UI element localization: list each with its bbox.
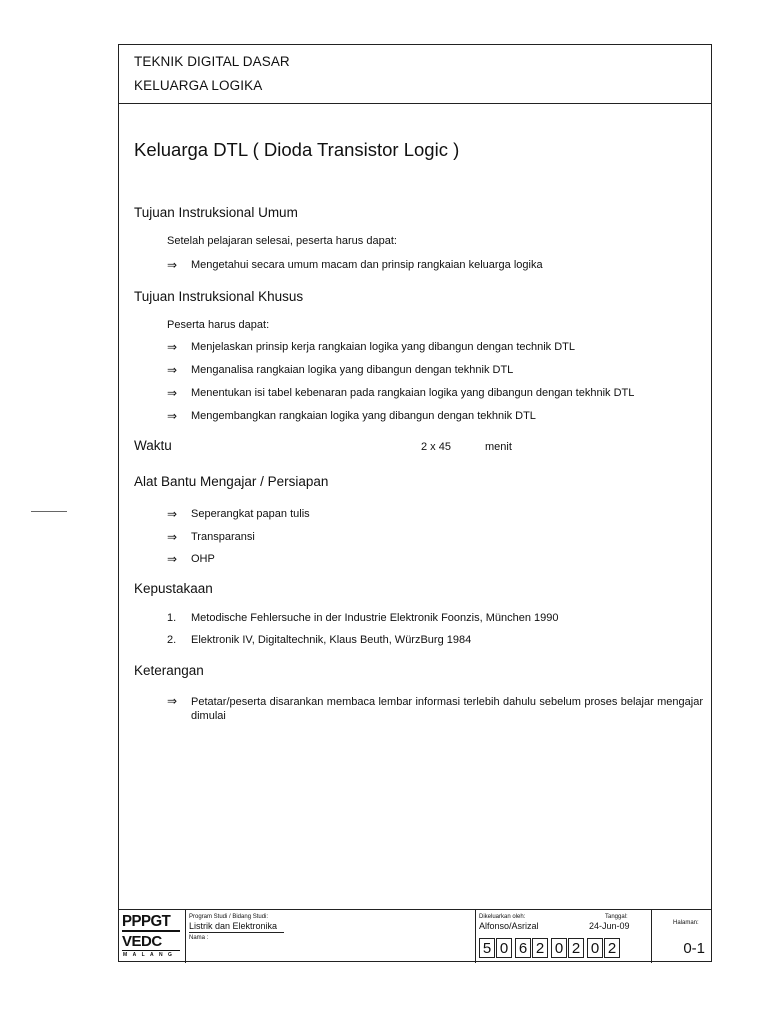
tik-item: Mengembangkan rangkaian logika yang dibangun dengan tekhnik DTL [191,410,536,422]
document-code [479,938,621,958]
tiu-heading: Tujuan Instruksional Umum [134,205,298,220]
pustaka-num: 1. [167,612,177,624]
arrow-icon: ⇒ [167,552,178,566]
header-subject: TEKNIK DIGITAL DASAR [134,54,290,69]
page-number: 0-1 [683,940,705,957]
issued-value: Alfonso/Asrizal [479,921,539,931]
code-digit: 0 [587,938,603,958]
document-header [119,45,711,104]
issued-cell [475,910,652,963]
code-digit: 2 [568,938,584,958]
page-title: Keluarga DTL ( Dioda Transistor Logic ) [134,139,460,160]
program-cell [185,910,476,963]
keterangan-text: Petatar/peserta disarankan membaca lembar informasi terlebih dahulu sebelum proses belajar mengajar dimulai [191,696,703,722]
arrow-icon: ⇒ [167,694,178,708]
waktu-label: Waktu [134,438,172,453]
tiu-item: Mengetahui secara umum macam dan prinsip rangkaian keluarga logika [191,259,543,271]
arrow-icon: ⇒ [167,386,178,400]
code-digit: 2 [532,938,548,958]
arrow-icon: ⇒ [167,340,178,354]
tik-item: Menentukan isi tabel kebenaran pada rangkaian logika yang dibangun dengan tekhnik DTL [191,387,635,399]
pppgt-vedc-logo [119,910,186,963]
code-digit: 6 [515,938,531,958]
tik-item: Menjelaskan prinsip kerja rangkaian logika yang dibangun dengan technik DTL [191,341,576,353]
logo-rule [122,930,180,932]
logo-city: MALANG [123,952,178,958]
arrow-icon: ⇒ [167,507,178,521]
arrow-icon: ⇒ [167,258,178,272]
code-digit: 2 [604,938,620,958]
arrow-icon: ⇒ [167,363,178,377]
program-underline [189,932,284,933]
program-label: Program Studi / Bidang Studi: [189,914,269,920]
keterangan-heading: Keterangan [134,663,204,678]
tik-item: Menganalisa rangkaian logika yang dibangun dengan tekhnik DTL [191,364,514,376]
date-label: Tanggal: [605,914,628,920]
alat-item: Seperangkat papan tulis [191,508,310,520]
alat-item: OHP [191,553,215,565]
arrow-icon: ⇒ [167,409,178,423]
code-digit: 5 [479,938,495,958]
pustaka-heading: Kepustakaan [134,581,213,596]
logo-pppgt: PPPGT [122,912,171,931]
issued-label: Dikeluarkan oleh: [479,914,526,920]
header-topic: KELUARGA LOGIKA [134,78,263,93]
alat-item: Transparansi [191,531,255,543]
page-cell [651,910,713,963]
arrow-icon: ⇒ [167,530,178,544]
document-frame [118,44,712,962]
waktu-unit: menit [485,441,512,453]
logo-vedc: VEDC [122,933,162,950]
document-footer [119,909,711,963]
code-digit: 0 [496,938,512,958]
pustaka-item: Elektronik IV, Digitaltechnik, Klaus Beuth, WürzBurg 1984 [191,634,472,646]
pustaka-item: Metodische Fehlersuche in der Industrie Elektronik Foonzis, München 1990 [191,612,559,624]
code-digit: 0 [551,938,567,958]
tik-heading: Tujuan Instruksional Khusus [134,289,304,304]
logo-rule [122,950,180,951]
waktu-value: 2 x 45 [421,441,451,453]
program-value: Listrik dan Elektronika [189,921,278,931]
nama-label: Nama : [189,935,209,941]
page-label: Halaman: [673,920,699,926]
margin-mark [31,511,67,512]
tik-intro: Peserta harus dapat: [167,319,270,331]
pustaka-num: 2. [167,634,177,646]
date-value: 24-Jun-09 [589,921,630,931]
tiu-intro: Setelah pelajaran selesai, peserta harus dapat: [167,235,397,247]
alat-heading: Alat Bantu Mengajar / Persiapan [134,474,329,489]
